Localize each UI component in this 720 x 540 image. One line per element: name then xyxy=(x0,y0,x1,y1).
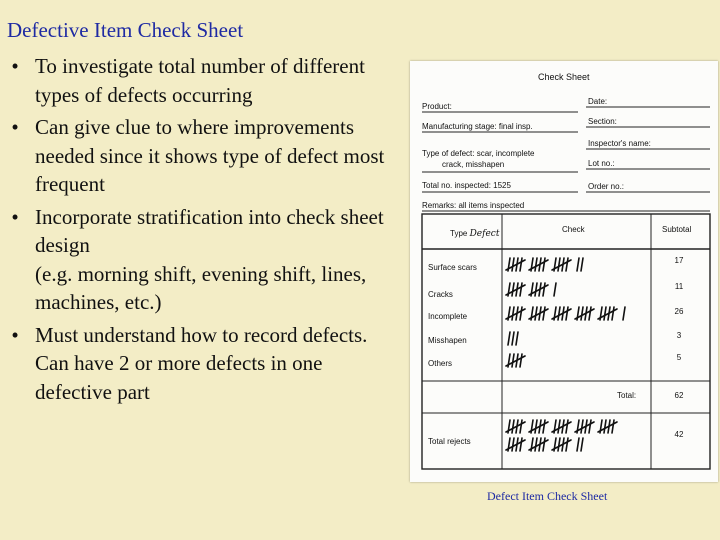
incomplete-tally-mark xyxy=(512,307,514,320)
incomplete-tally-mark xyxy=(623,307,625,320)
bullet-dot: • xyxy=(11,54,19,78)
header-check: Check xyxy=(562,225,585,234)
subtotal-misshapen: 3 xyxy=(676,331,682,340)
bullet-list xyxy=(4,52,394,410)
total-rejects-tally-mark xyxy=(566,438,568,451)
bullet-item xyxy=(4,52,394,109)
field-order: Order no.: xyxy=(588,182,625,191)
total-rejects-tally-mark xyxy=(566,420,568,433)
surface-scars-tally-mark xyxy=(581,258,583,271)
field-section: Section: xyxy=(588,117,617,126)
bullet-text: To investigate total number of different types of defects occurring xyxy=(35,54,365,107)
bullet-item xyxy=(4,113,394,199)
total-rejects-value: 42 xyxy=(674,430,684,439)
incomplete-tally-mark xyxy=(535,307,537,320)
field-total-inspected: Total no. inspected: 1525 xyxy=(422,181,511,190)
cracks-tally-mark xyxy=(520,283,522,296)
header-type-handwritten: Defect xyxy=(469,229,500,239)
total-rejects-tally-mark xyxy=(512,438,514,451)
header-type xyxy=(450,229,499,239)
total-rejects-tally-mark xyxy=(581,420,583,433)
incomplete-tally-mark xyxy=(604,307,606,320)
slide-title: Defective Item Check Sheet xyxy=(7,18,244,42)
bullet-item xyxy=(4,203,394,317)
incomplete-tally-mark xyxy=(558,307,560,320)
surface-scars-tally-mark xyxy=(566,258,568,271)
bullet-dot: • xyxy=(11,322,19,347)
subtotal-others: 5 xyxy=(676,353,682,362)
cracks-tally-mark xyxy=(554,283,556,296)
misshapen-tally-mark xyxy=(508,332,510,345)
image-caption: Defect Item Check Sheet xyxy=(487,489,608,503)
row-label-cracks: Cracks xyxy=(428,290,453,299)
total-rejects-tally-mark xyxy=(604,420,606,433)
header-subtotal: Subtotal xyxy=(662,225,692,234)
incomplete-tally-mark xyxy=(612,307,614,320)
row-label-surface-scars: Surface scars xyxy=(428,263,477,272)
field-remarks: Remarks: all items inspected xyxy=(422,201,525,210)
field-lot: Lot no.: xyxy=(588,159,615,168)
total-rejects-tally-mark xyxy=(558,438,560,451)
total-rejects-tally-mark xyxy=(577,438,579,451)
row-label-misshapen: Misshapen xyxy=(428,336,467,345)
subtotal-cracks: 11 xyxy=(674,282,684,291)
total-rejects-tally-mark xyxy=(543,420,545,433)
incomplete-tally-mark xyxy=(581,307,583,320)
incomplete-tally-mark xyxy=(543,307,545,320)
header-type-label: Type xyxy=(450,229,468,238)
check-sheet-image xyxy=(410,61,718,482)
total-rejects-tally-mark xyxy=(520,420,522,433)
row-label-incomplete: Incomplete xyxy=(428,312,468,321)
field-defect-type-cont: crack, misshapen xyxy=(442,160,505,169)
cracks-tally-mark xyxy=(543,283,545,296)
total-rejects-tally-mark xyxy=(581,438,583,451)
total-rejects-tally-mark xyxy=(589,420,591,433)
total-rejects-tally-mark xyxy=(558,420,560,433)
field-defect-type: Type of defect: scar, incomplete xyxy=(422,149,535,158)
bullet-dot: • xyxy=(11,204,19,229)
row-label-others: Others xyxy=(428,359,453,368)
check-sheet-title: Check Sheet xyxy=(538,72,590,82)
incomplete-tally-mark xyxy=(566,307,568,320)
total-value: 62 xyxy=(674,391,684,400)
total-rejects-tally-mark xyxy=(535,438,537,451)
incomplete-tally-mark xyxy=(589,307,591,320)
subtotal-surface-scars: 17 xyxy=(674,256,684,265)
total-rejects-label: Total rejects xyxy=(428,437,471,446)
bullet-subtext: (e.g. morning shift, evening shift, lines, machines, etc.) xyxy=(35,261,367,314)
bullet-text: Incorporate stratification into check sheet design xyxy=(35,204,384,257)
misshapen-tally-mark xyxy=(516,332,518,345)
others-tally-mark xyxy=(512,354,514,367)
surface-scars-tally-mark xyxy=(543,258,545,271)
subtotal-incomplete: 26 xyxy=(674,307,684,316)
total-rejects-tally-mark xyxy=(543,438,545,451)
field-date: Date: xyxy=(588,97,608,106)
total-rejects-tally-mark xyxy=(520,438,522,451)
total-rejects-tally-mark xyxy=(535,420,537,433)
bullet-text: Must understand how to record defects. Can have 2 or more defects in one defective part xyxy=(35,322,368,404)
field-inspector: Inspector's name: xyxy=(588,139,651,148)
surface-scars-tally-mark xyxy=(512,258,514,271)
surface-scars-tally-mark xyxy=(558,258,560,271)
surface-scars-tally-mark xyxy=(520,258,522,271)
cracks-tally-mark xyxy=(535,283,537,296)
total-label: Total: xyxy=(617,391,637,400)
misshapen-tally-mark xyxy=(512,332,514,345)
total-rejects-tally-mark xyxy=(612,420,614,433)
surface-scars-tally-mark xyxy=(577,258,579,271)
bullet-dot: • xyxy=(11,115,19,139)
total-rejects-tally-mark xyxy=(512,420,514,433)
incomplete-tally-mark xyxy=(520,307,522,320)
cracks-tally-mark xyxy=(512,283,514,296)
bullet-item xyxy=(4,321,394,407)
field-manufacturing-stage: Manufacturing stage: final insp. xyxy=(422,122,533,131)
others-tally-mark xyxy=(520,354,522,367)
tally-marks xyxy=(506,258,625,451)
bullet-text: Can give clue to where improvements needed since it shows type of defect most frequent xyxy=(35,115,385,196)
surface-scars-tally-mark xyxy=(535,258,537,271)
field-product: Product: xyxy=(422,102,452,111)
